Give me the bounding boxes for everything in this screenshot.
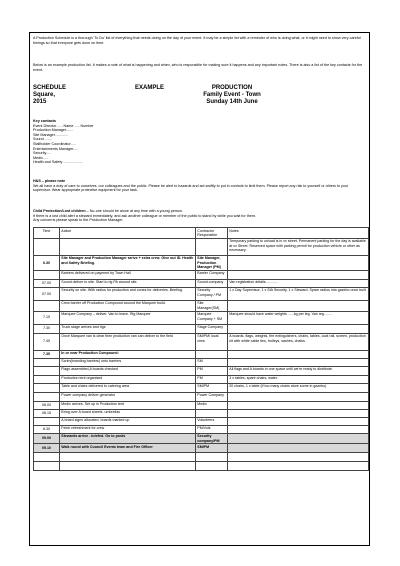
cell-notes [228, 417, 369, 425]
cell-contractor: SM/PM [196, 444, 228, 453]
cell-contractor [196, 453, 228, 462]
header-contractor: Contractor Responsible [196, 228, 228, 239]
table-row [34, 287, 369, 300]
child-protection-heading: Child Protection/Lost children [33, 209, 86, 213]
title-left-block [33, 85, 93, 106]
intro-paragraph-1: A Production Schedule is a thorough 'To Do' list of everything that needs doing on the day of your event. It may be a simple list with a reminder of who is doing what, or it might need to show very careful timings so that everyone gets done on time. [33, 36, 361, 45]
contact-line: Security..... [33, 151, 52, 156]
health-safety-text: We all have a duty of care to ourselves, our colleagues and the public. Please be alert to hazards and act swiftly to put in controls to limit them. Please report any risk to yourself or others to your supervisor. Wear appropriate protective equipment for your task. [33, 183, 349, 193]
table-row [34, 462, 369, 471]
cell-contractor: Volunteers [196, 417, 228, 425]
cell-contractor: SM [196, 358, 228, 366]
title-square: Square, [33, 92, 56, 98]
cell-time: 07.00 [34, 287, 60, 300]
title-right-block [187, 85, 277, 106]
cell-notes [228, 350, 369, 358]
cell-time [34, 300, 60, 311]
cell-action [60, 462, 196, 471]
cell-action: Production tent organised [60, 375, 196, 383]
cell-time: 7.35 [34, 350, 60, 358]
cell-time: 08.15 [34, 409, 60, 417]
cell-notes: Van registration details............ [228, 279, 369, 287]
contact-line: Health and Safety ................... [33, 160, 83, 165]
table-row [34, 238, 369, 255]
title-example: EXAMPLE [135, 85, 165, 91]
cell-notes [228, 453, 369, 462]
cell-action: Crew barrier off Production Compound around the Marquee build. [60, 300, 196, 311]
cell-time [34, 383, 60, 392]
cell-contractor: Barrier Company [196, 270, 228, 279]
cell-action: Fetch refreshment for crew [60, 425, 196, 433]
cell-time [34, 417, 60, 425]
table-row [34, 425, 369, 433]
header-notes: Notes [228, 228, 369, 239]
contact-line: Site Manager............. [33, 132, 69, 137]
table-row [34, 358, 369, 366]
cell-contractor: Medic [196, 401, 228, 409]
cell-action: Table and chairs delivered to catering area [60, 383, 196, 392]
cell-notes: All flags and A boards in one space until we're ready to distribute. [228, 366, 369, 375]
contact-line: Production Manager....... [33, 128, 74, 133]
cell-contractor: SM/PM/ local crew [196, 333, 228, 350]
cell-notes: 3 x tables, spare chairs, water. [228, 375, 369, 383]
cell-action: Bring over A board sheets, umbrellas [60, 409, 196, 417]
cell-contractor: Sound company [196, 279, 228, 287]
cell-action: Once Marquee van is clear then production van can deliver to the field [60, 333, 196, 350]
table-row [34, 453, 369, 462]
cell-time: 8.30 [34, 425, 60, 433]
cell-contractor: Site Manager, Production Manager (PM) [196, 255, 228, 270]
table-row [34, 270, 369, 279]
cell-time [34, 462, 60, 471]
contact-line: Sound ....... [33, 137, 52, 142]
cell-notes [228, 300, 369, 311]
child-protection-line-2: If there is a lost child alert a steward immediately, and ask another colleague or member of the public to stand by while you wait for them. [33, 213, 256, 218]
cell-action: A board signs allocated, boards marked up [60, 417, 196, 425]
cell-action: Stewards arrive - briefed. Go to posts [60, 433, 196, 444]
cell-time [34, 270, 60, 279]
health-safety-heading: H&S – please note [33, 179, 66, 183]
cell-contractor: Power Company [196, 392, 228, 401]
table-row [34, 311, 369, 324]
cell-time [34, 453, 60, 462]
cell-notes [228, 392, 369, 401]
cell-action: In or near Production Compound: [60, 350, 196, 358]
table-row [34, 255, 369, 270]
cell-notes [228, 401, 369, 409]
cell-notes [228, 270, 369, 279]
contact-line: Entertainments Manager..... [33, 146, 79, 151]
cell-contractor [196, 238, 228, 255]
production-schedule-table [33, 227, 369, 471]
cell-contractor: Stage Company [196, 324, 228, 333]
table-row [34, 409, 369, 417]
cell-contractor: Site Manager(SM) [196, 300, 228, 311]
cell-action: Marquee Company – deliver. Van to leave. Rig Marquee [60, 311, 196, 324]
cell-contractor: Security Company / PM [196, 287, 228, 300]
title-year: 2015 [33, 99, 47, 105]
cell-notes: A boards, flags, weights, fire extinguishers, chairs, tables, coat rail, screen, production kit with white cable ties, trolleys, sashes, chalks. [228, 333, 369, 350]
cell-action: Scrim(branding barriers) onto barriers [60, 358, 196, 366]
health-safety-section [33, 179, 367, 193]
cell-time: 7.15 [34, 311, 60, 324]
cell-time: 7.45 [34, 333, 60, 350]
cell-notes [228, 255, 369, 270]
cell-time [34, 238, 60, 255]
table-row [34, 444, 369, 453]
cell-action: Security on site. With radios for production and cones for deliveries. Briefing. [60, 287, 196, 300]
cell-action [60, 453, 196, 462]
table-row [34, 375, 369, 383]
table-row [34, 350, 369, 358]
cell-contractor: SM/PM [196, 383, 228, 392]
cell-notes: 1 x Day Supervisor, 1 x SIA Security, 1 x Steward. Spare radios into gazebo once built [228, 287, 369, 300]
cell-contractor [196, 462, 228, 471]
cell-time [34, 358, 60, 366]
table-row [34, 392, 369, 401]
key-contacts-heading: Key contacts [33, 119, 56, 123]
cell-contractor [196, 350, 228, 358]
cell-notes [228, 358, 369, 366]
cell-contractor: Security company/PM [196, 433, 228, 444]
cell-action: Truck stage arrives and rigs [60, 324, 196, 333]
cell-action: Site Manager and Production Manager arrive + extra crew. Give out ID. Health and Safety Briefing. [60, 255, 196, 270]
table-header-row [34, 228, 369, 239]
contact-line: Stallholder Coordinator..... [33, 141, 76, 146]
child-protection-section [33, 209, 367, 223]
cell-action: Flags assembled,A boards checked [60, 366, 196, 375]
cell-action: Barriers delivered on payment by Town Hall [60, 270, 196, 279]
cell-action: Power company deliver generator [60, 392, 196, 401]
table-row [34, 300, 369, 311]
cell-action: Walk round with Council Events team and Fire Officer [60, 444, 196, 453]
header-time: Time [34, 228, 60, 239]
cell-contractor [196, 409, 228, 417]
table-row [34, 324, 369, 333]
title-schedule: SCHEDULE [33, 85, 67, 91]
cell-time: 7.30 [34, 324, 60, 333]
cell-notes [228, 324, 369, 333]
cell-notes: 20 chairs, 1 x table (if too many chairs store some in gazebo) [228, 383, 369, 392]
child-protection-line-3: Any concerns please speak to the Production Manager. [33, 218, 124, 223]
cell-action: Sound deliver to site. Start to rig PA around site. [60, 279, 196, 287]
cell-time [34, 375, 60, 383]
cell-time: 6.30 [34, 255, 60, 270]
cell-time: 09.10 [34, 444, 60, 453]
cell-notes [228, 425, 369, 433]
table-row [34, 401, 369, 409]
cell-notes [228, 409, 369, 417]
cell-notes [228, 462, 369, 471]
cell-contractor: PM [196, 375, 228, 383]
table-row [34, 383, 369, 392]
document-sheet [29, 32, 370, 546]
header-action: Action [60, 228, 196, 239]
cell-contractor: PM [196, 366, 228, 375]
child-protection-heading-rest: – No-one should be alone at any time with a young person. [85, 209, 184, 213]
cell-notes [228, 433, 369, 444]
title-event-name: Family Event - Town [203, 92, 261, 98]
key-contacts-section [33, 119, 233, 165]
cell-time: 09.00 [34, 433, 60, 444]
cell-contractor: PM/Vols [196, 425, 228, 433]
contact-line: Medic..... [33, 155, 48, 160]
cell-contractor: Marquee Company + SM [196, 311, 228, 324]
cell-notes [228, 444, 369, 453]
title-production: PRODUCTION [211, 85, 253, 91]
cell-action: Medic arrives. Set up in Production tent [60, 401, 196, 409]
contact-line: Event Director ..... Name ..... Number [33, 123, 94, 128]
intro-paragraph-2: Below is an example production list. It makes a note of what is happening and when, who is responsible for making sure it happens and any important notes. There is also a list of the key contacts for the event. [33, 63, 363, 72]
cell-time: 07.00 [34, 279, 60, 287]
cell-notes: Temporary parking to unload is in xx street. Permanent parking for the day is available at xx Street. Reserved space with parking permit for production vehicle or other as necessary. [228, 238, 369, 255]
cell-time [34, 366, 60, 375]
cell-time: 08.00 [34, 401, 60, 409]
cell-action [60, 238, 196, 255]
table-row [34, 366, 369, 375]
cell-notes: Marquee should have water weights ......kg per leg. Van reg........ [228, 311, 369, 324]
table-row [34, 279, 369, 287]
table-body [34, 238, 369, 471]
table-row [34, 433, 369, 444]
title-event-date: Sunday 14th June [206, 99, 258, 105]
table-row [34, 417, 369, 425]
cell-time [34, 392, 60, 401]
table-row [34, 333, 369, 350]
